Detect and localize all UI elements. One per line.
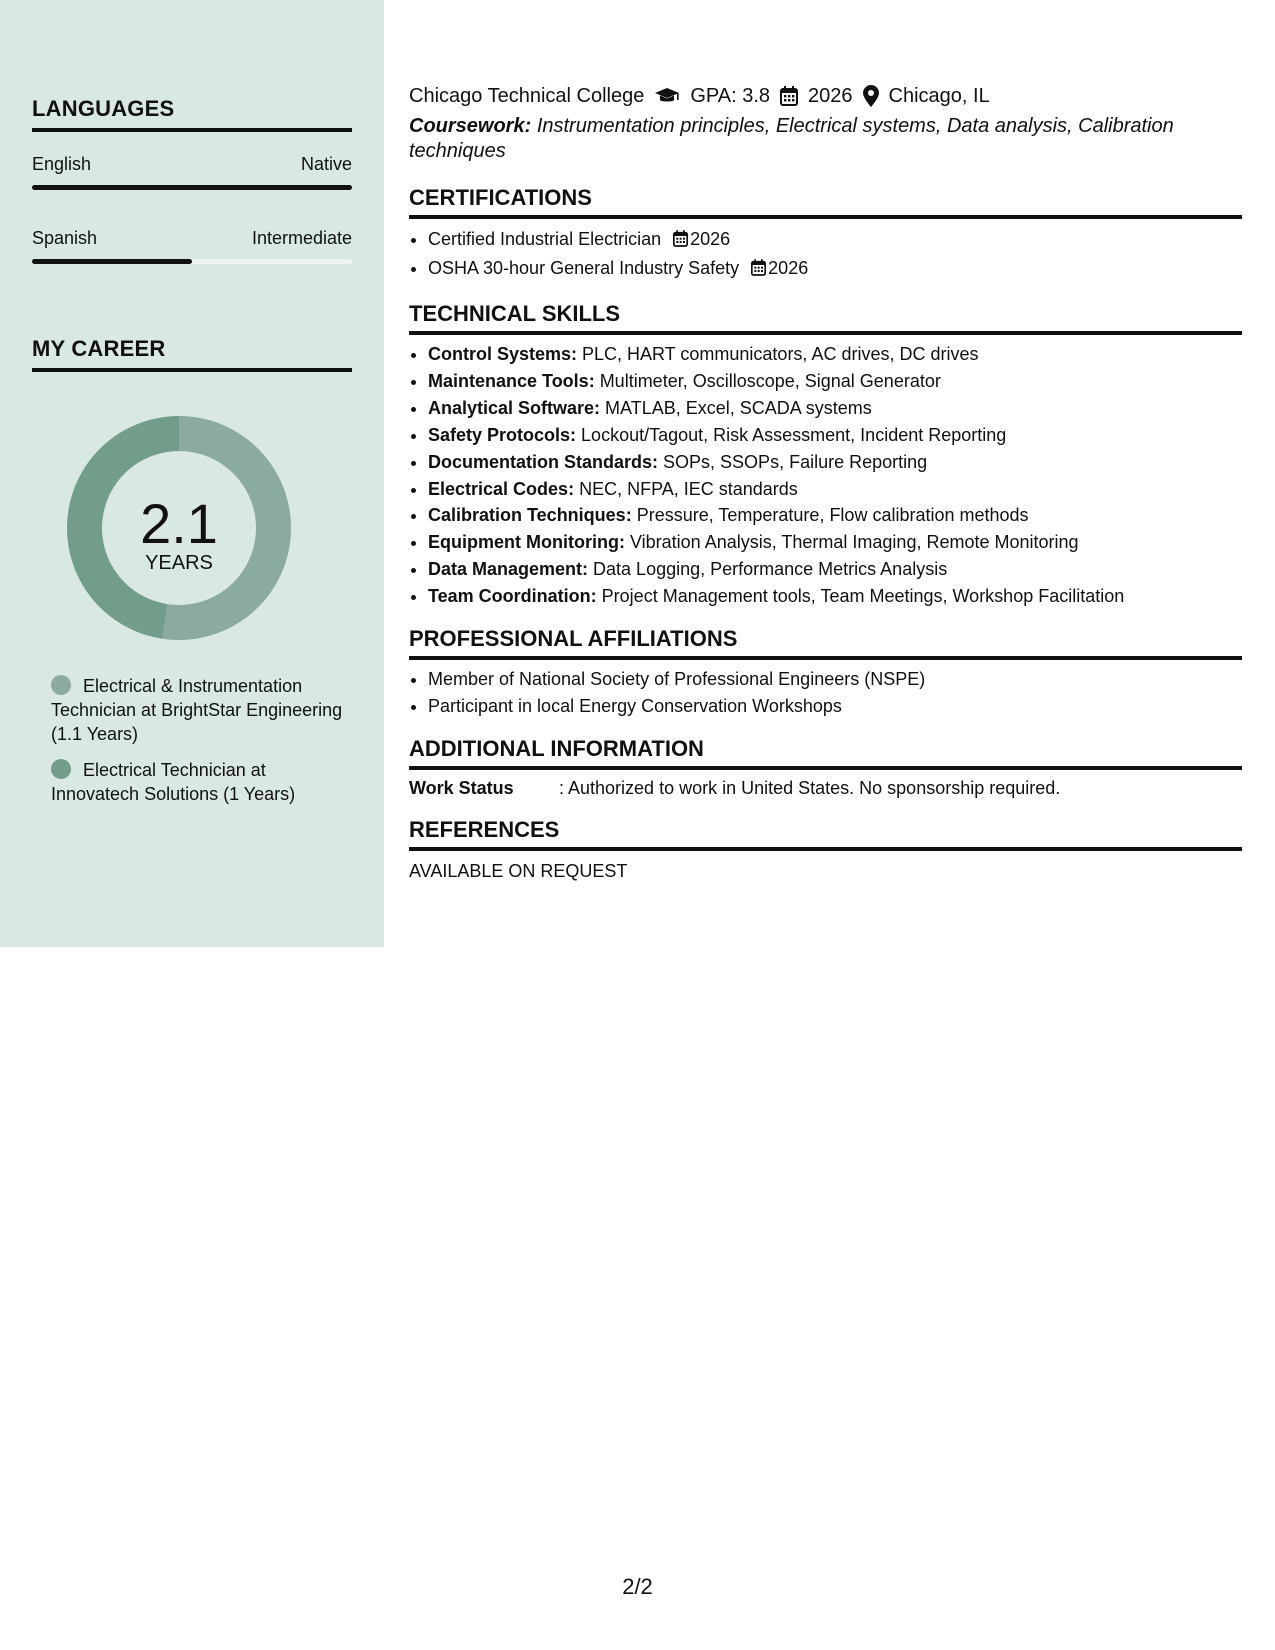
career-donut-chart	[0, 400, 384, 660]
school-name: Chicago Technical College	[409, 84, 645, 107]
skill-label: Analytical Software:	[428, 397, 601, 418]
skills-heading: TECHNICAL SKILLS	[409, 301, 1242, 335]
skill-label: Equipment Monitoring:	[428, 532, 625, 553]
gpa: GPA: 3.8	[690, 84, 771, 107]
education-line	[409, 82, 1242, 110]
skill-text: Data Logging, Performance Metrics Analysis	[588, 559, 948, 580]
skill-text: Multimeter, Oscilloscope, Signal Generator	[594, 370, 941, 391]
affiliations-section	[409, 626, 1242, 720]
skill-text: SOPs, SSOPs, Failure Reporting	[658, 451, 928, 472]
education-year: 2026	[808, 84, 853, 107]
skill-label: Calibration Techniques:	[428, 505, 632, 526]
language-proficiency-bar	[32, 259, 352, 264]
additional-section	[409, 736, 1242, 799]
career-legend-item	[51, 758, 351, 806]
skill-label: Control Systems:	[428, 344, 578, 364]
skill-item	[428, 341, 1242, 368]
language-item	[32, 228, 352, 264]
career-total-years: 2.1	[140, 492, 218, 555]
language-proficiency-fill	[32, 185, 352, 190]
language-name: English	[32, 154, 92, 174]
languages-section	[32, 96, 352, 264]
skill-item	[428, 395, 1242, 422]
legend-dot-icon	[51, 675, 71, 695]
skill-label: Data Management:	[428, 559, 589, 580]
education-location: Chicago, IL	[888, 84, 990, 107]
language-item	[32, 154, 352, 190]
main-content	[409, 82, 1242, 882]
coursework	[409, 114, 1242, 164]
language-proficiency-fill	[32, 259, 192, 264]
references-section	[409, 817, 1242, 882]
references-text: AVAILABLE ON REQUEST	[409, 861, 628, 882]
affiliation-item: • Participant in local Energy Conservation Workshops	[428, 693, 1242, 720]
skill-item	[428, 529, 1242, 556]
certification-year: 2026	[768, 258, 809, 278]
skills-section	[409, 301, 1242, 610]
legend-dot-icon	[51, 759, 71, 779]
calendar-icon	[780, 86, 798, 106]
career-legend-label: Electrical & Instrumentation Technician at BrightStar Engineering (1.1 Years)	[51, 676, 343, 744]
language-level: Native	[300, 154, 352, 174]
graduation-cap-icon	[654, 87, 680, 105]
coursework-text: Instrumentation principles, Electrical systems, Data analysis, Calibration techniques	[409, 115, 1174, 162]
skill-text: MATLAB, Excel, SCADA systems	[600, 397, 872, 418]
skill-item	[428, 476, 1242, 503]
skill-item	[428, 368, 1242, 395]
skill-item	[428, 449, 1242, 476]
language-name: Spanish	[32, 228, 98, 248]
work-status-value: : Authorized to work in United States. No sponsorship required.	[559, 778, 1061, 799]
skill-text: NEC, NFPA, IEC standards	[574, 478, 798, 499]
skill-item	[428, 502, 1242, 529]
references-heading: REFERENCES	[409, 817, 1242, 851]
certifications-heading: CERTIFICATIONS	[409, 185, 1242, 219]
certification-item	[428, 255, 1242, 284]
skill-label: Safety Protocols:	[428, 424, 577, 445]
career-legend-label: Electrical Technician at Innovatech Solutions (1 Years)	[51, 760, 296, 804]
skill-label: Electrical Codes:	[428, 478, 575, 499]
skill-text: Project Management tools, Team Meetings, Workshop Facilitation	[596, 586, 1125, 607]
coursework-label: Coursework:	[409, 115, 532, 137]
certifications-section	[409, 185, 1242, 284]
skill-item	[428, 583, 1242, 610]
work-status-label: Work Status	[409, 778, 514, 799]
affiliations-heading: PROFESSIONAL AFFILIATIONS	[409, 626, 1242, 660]
career-heading: MY CAREER	[32, 336, 352, 372]
work-status-row	[409, 778, 1242, 799]
certification-year: 2026	[690, 229, 731, 249]
skill-text: Pressure, Temperature, Flow calibration methods	[631, 505, 1029, 526]
sidebar	[0, 0, 384, 947]
skill-label: Documentation Standards:	[428, 451, 659, 472]
calendar-icon	[673, 228, 688, 255]
career-section	[32, 336, 352, 372]
certification-item	[428, 226, 1242, 255]
skill-label: Team Coordination:	[428, 586, 597, 607]
additional-heading: ADDITIONAL INFORMATION	[409, 736, 1242, 770]
affiliation-item: • Member of National Society of Professional Engineers (NSPE)	[428, 666, 1242, 693]
career-unit-label: YEARS	[145, 552, 213, 574]
languages-heading: LANGUAGES	[32, 96, 352, 132]
career-legend	[51, 674, 351, 818]
certification-name: OSHA 30-hour General Industry Safety	[428, 258, 740, 278]
skill-text: PLC, HART communicators, AC drives, DC drives	[577, 344, 979, 364]
map-pin-icon	[863, 85, 879, 107]
skill-text: Vibration Analysis, Thermal Imaging, Remote Monitoring	[624, 532, 1079, 553]
page-number: 2/2	[622, 1574, 653, 1599]
skill-item	[428, 556, 1242, 583]
skill-label: Maintenance Tools:	[428, 370, 595, 391]
career-legend-item	[51, 674, 351, 746]
language-proficiency-bar	[32, 185, 352, 190]
skill-item	[428, 422, 1242, 449]
certification-name: Certified Industrial Electrician	[428, 229, 662, 249]
language-level: Intermediate	[251, 228, 352, 248]
calendar-icon	[751, 257, 766, 284]
skill-text: Lockout/Tagout, Risk Assessment, Incident Reporting	[576, 424, 1007, 445]
